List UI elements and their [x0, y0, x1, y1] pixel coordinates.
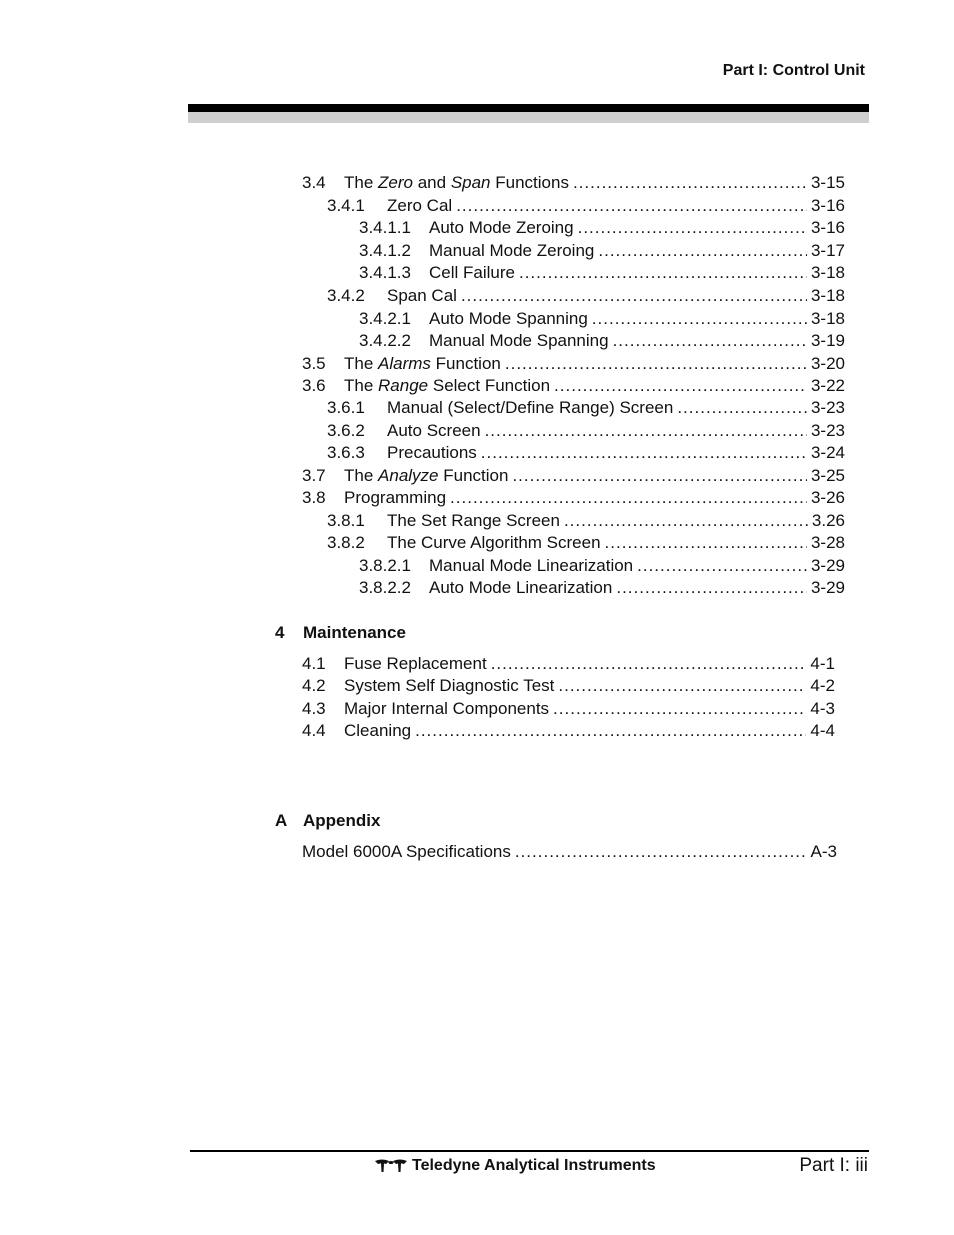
toc-number: 3.8.2.2 [359, 578, 411, 597]
toc-page: 4-1 [810, 654, 835, 673]
toc-number: 3.7 [302, 466, 326, 485]
toc-number: 3.4.1 [327, 196, 365, 215]
toc-page: 3-22 [810, 376, 845, 395]
toc-entry-3-4-1-1 [359, 217, 845, 239]
toc-title: Auto Screen [387, 421, 481, 440]
toc-page: 3-26 [810, 488, 845, 507]
toc-page: 3.26 [811, 511, 845, 530]
toc-page: 3-19 [810, 331, 845, 350]
toc-entry-4-4 [302, 720, 835, 742]
toc-entry-3-4-1 [327, 195, 845, 217]
dot-leader [637, 555, 807, 577]
toc-title: The Curve Algorithm Screen [387, 533, 601, 552]
toc-number: 3.4.2.2 [359, 331, 411, 350]
toc-page: 4-2 [810, 676, 835, 695]
toc-number: 3.6.3 [327, 443, 365, 462]
dot-leader [616, 577, 807, 599]
toc-page: 3-20 [810, 354, 845, 373]
toc-title: System Self Diagnostic Test [344, 676, 555, 695]
toc-title: The Analyze Function [344, 466, 509, 485]
toc-title: Cleaning [344, 721, 412, 740]
toc-entry-3-6-3 [327, 442, 845, 464]
toc-number: 3.4.1.3 [359, 263, 411, 282]
toc-entry-3-8-1 [327, 510, 845, 532]
toc-title: Manual Mode Linearization [429, 556, 634, 575]
toc-entry-3-6 [302, 375, 845, 397]
toc-page: 3-18 [810, 286, 845, 305]
toc-number: 4.4 [302, 721, 326, 740]
toc-number: 3.8.2 [327, 533, 365, 552]
section-number: A [275, 811, 288, 830]
toc-title: Cell Failure [429, 263, 515, 282]
toc-title: Major Internal Components [344, 699, 550, 718]
toc-page: 3-29 [810, 578, 845, 597]
toc-number: 3.4 [302, 173, 326, 192]
running-header-title: Part I: Control Unit [722, 62, 865, 79]
toc-entry-3-4-2 [327, 285, 845, 307]
toc-page: 4-3 [810, 699, 835, 718]
dot-leader [485, 420, 807, 442]
toc-entry-3-6-1 [327, 397, 845, 419]
toc-number: 3.6.2 [327, 421, 365, 440]
toc-number: 3.6 [302, 376, 326, 395]
section-title: Maintenance [303, 623, 406, 642]
dot-leader [461, 285, 807, 307]
toc-title: Zero Cal [387, 196, 453, 215]
toc-entry-4-2 [302, 675, 835, 697]
dot-leader [553, 698, 806, 720]
footer-brand: Teledyne Analytical Instruments [412, 1157, 656, 1174]
toc-page: 3-18 [810, 309, 845, 328]
dot-leader [592, 308, 807, 330]
teledyne-logo-icon [374, 1158, 408, 1174]
section-heading-appendix [275, 810, 380, 832]
header-rule-grey [188, 112, 869, 123]
toc-title: The Zero and Span Functions [344, 173, 569, 192]
toc-title: Manual (Select/Define Range) Screen [387, 398, 674, 417]
toc-entry-3-8-2-2 [359, 577, 845, 599]
toc-page: 3-18 [810, 263, 845, 282]
toc-number: 3.8.2.1 [359, 556, 411, 575]
toc-title: The Alarms Function [344, 354, 501, 373]
toc-page: 3-16 [810, 196, 845, 215]
toc-page: 3-23 [810, 398, 845, 417]
toc-page: 3-28 [810, 533, 845, 552]
section-title: Appendix [303, 811, 381, 830]
toc-title: Precautions [387, 443, 477, 462]
dot-leader [598, 240, 807, 262]
toc-title: Auto Mode Linearization [429, 578, 613, 597]
dot-leader [677, 397, 807, 419]
toc-entry-3-4-1-3 [359, 262, 845, 284]
dot-leader [515, 841, 807, 863]
section-heading-maintenance [275, 622, 406, 644]
toc-number: 3.8.1 [327, 511, 365, 530]
toc-entry-3-8-2 [327, 532, 845, 554]
toc-title: The Range Select Function [344, 376, 551, 395]
toc-entry-3-8 [302, 487, 845, 509]
dot-leader [573, 172, 807, 194]
toc-entry-3-4-2-1 [359, 308, 845, 330]
section-number: 4 [275, 623, 285, 642]
dot-leader [519, 262, 807, 284]
toc-entry-3-4-1-2 [359, 240, 845, 262]
dot-leader [491, 653, 807, 675]
dot-leader [558, 675, 806, 697]
toc-number: 3.4.2.1 [359, 309, 411, 328]
toc-entry-3-4-2-2 [359, 330, 845, 352]
toc-entry-4-1 [302, 653, 835, 675]
dot-leader [564, 510, 808, 532]
toc-entry-3-5 [302, 353, 845, 375]
footer-page-number: Part I: iii [799, 1155, 868, 1176]
toc-page: 3-16 [810, 218, 845, 237]
dot-leader [505, 353, 807, 375]
toc-title: Fuse Replacement [344, 654, 487, 673]
toc-title: Manual Mode Spanning [429, 331, 609, 350]
dot-leader [481, 442, 807, 464]
dot-leader [613, 330, 807, 352]
toc-page: 4-4 [810, 721, 835, 740]
toc-number: 3.8 [302, 488, 326, 507]
header-rule-dark [188, 104, 869, 112]
toc-entry-3-8-2-1 [359, 555, 845, 577]
toc-number: 3.4.1.1 [359, 218, 411, 237]
footer-rule [190, 1150, 869, 1152]
toc-page: 3-24 [810, 443, 845, 462]
toc-page: 3-29 [810, 556, 845, 575]
toc-title: The Set Range Screen [387, 511, 560, 530]
toc-number: 3.4.2 [327, 286, 365, 305]
dot-leader [512, 465, 807, 487]
toc-title: Programming [344, 488, 447, 507]
toc-number: 4.2 [302, 676, 326, 695]
toc-title: Manual Mode Zeroing [429, 241, 595, 260]
toc-title: Span Cal [387, 286, 457, 305]
toc-entry-appendix-specs [302, 841, 837, 863]
toc-title: Auto Mode Spanning [429, 309, 588, 328]
toc-page: 3-15 [810, 173, 845, 192]
toc-page: A-3 [810, 842, 837, 861]
toc-number: 3.5 [302, 354, 326, 373]
toc-title: Model 6000A Specifications [302, 842, 511, 861]
toc-entry-4-3 [302, 698, 835, 720]
toc-page: 3-25 [810, 466, 845, 485]
dot-leader [578, 217, 807, 239]
dot-leader [605, 532, 807, 554]
dot-leader [554, 375, 807, 397]
toc-page: 3-23 [810, 421, 845, 440]
toc-number: 4.1 [302, 654, 326, 673]
toc-entry-3-4 [302, 172, 845, 194]
toc-page: 3-17 [810, 241, 845, 260]
dot-leader [450, 487, 807, 509]
toc-number: 4.3 [302, 699, 326, 718]
dot-leader [415, 720, 806, 742]
dot-leader [456, 195, 807, 217]
toc-number: 3.6.1 [327, 398, 365, 417]
toc-number: 3.4.1.2 [359, 241, 411, 260]
toc-title: Auto Mode Zeroing [429, 218, 574, 237]
toc-entry-3-6-2 [327, 420, 845, 442]
toc-entry-3-7 [302, 465, 845, 487]
